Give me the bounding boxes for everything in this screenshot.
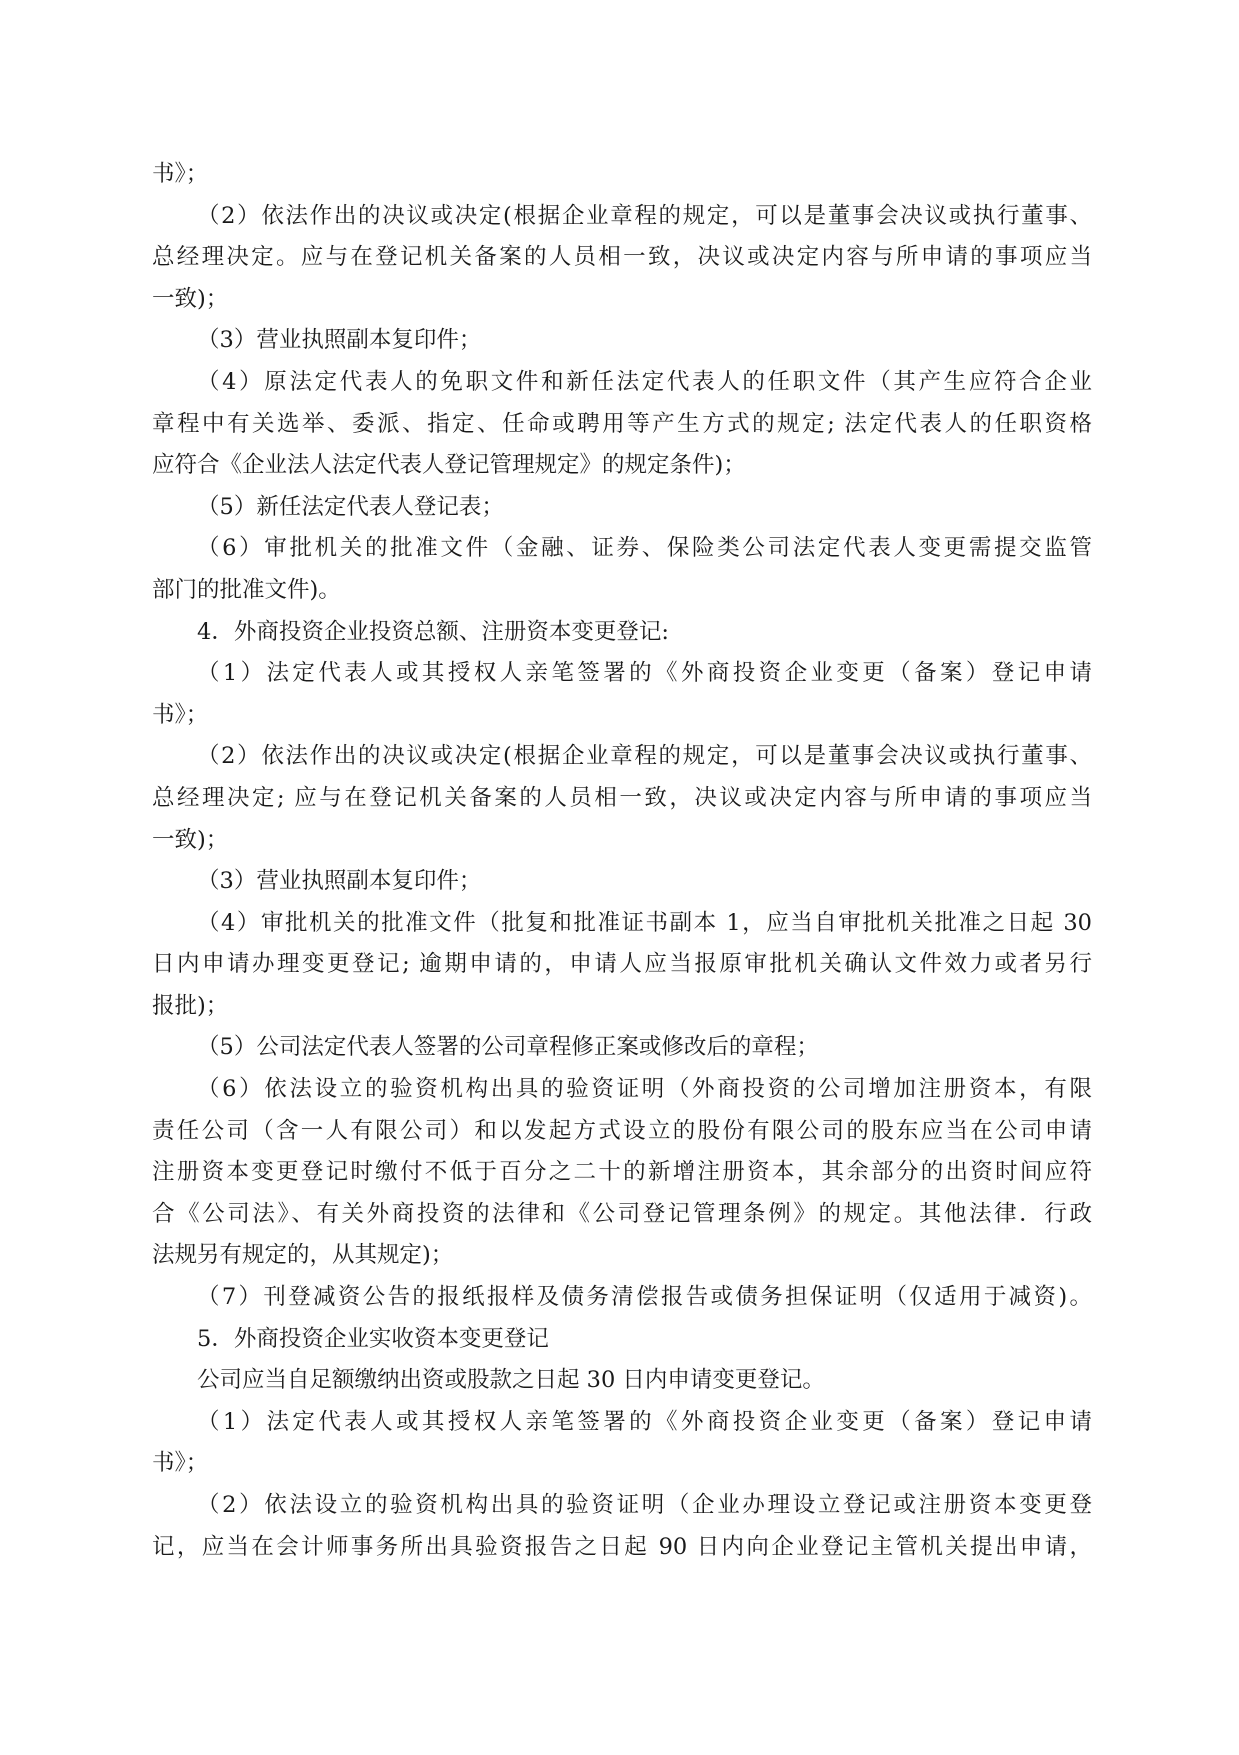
text-line: 责任公司（含一人有限公司）和以发起方式设立的股份有限公司的股东应当在公司申请 bbox=[152, 1117, 1092, 1144]
text-line: 总经理决定。应与在登记机关备案的人员相一致，决议或决定内容与所申请的事项应当 bbox=[152, 244, 1092, 271]
text-line: 总经理决定; 应与在登记机关备案的人员相一致，决议或决定内容与所申请的事项应当 bbox=[152, 784, 1092, 811]
text-line: （3）营业执照副本复印件； bbox=[197, 868, 482, 895]
text-line: （4）审批机关的批准文件（批复和批准证书副本 1，应当自审批机关批准之日起 30 bbox=[197, 909, 1092, 936]
text-line: 法规另有规定的，从其规定)； bbox=[152, 1242, 454, 1269]
document-page bbox=[152, 154, 1092, 1568]
text-line: 书》； bbox=[152, 161, 209, 187]
text-line: （2）依法设立的验资机构出具的验资证明（企业办理设立登记或注册资本变更登 bbox=[197, 1492, 1092, 1518]
text-line: （7）刊登减资公告的报纸报样及债务清偿报告或债务担保证明（仅适用于减资)。 bbox=[197, 1284, 1092, 1311]
text-line: （2）依法作出的决议或决定(根据企业章程的规定，可以是董事会决议或执行董事、 bbox=[197, 202, 1092, 229]
text-line: （5）公司法定代表人签署的公司章程修正案或修改后的章程； bbox=[197, 1034, 819, 1061]
text-line: （1）法定代表人或其授权人亲笔签署的《外商投资企业变更（备案）登记申请 bbox=[197, 660, 1092, 687]
text-line: 书》； bbox=[152, 701, 209, 728]
text-line: （2）依法作出的决议或决定(根据企业章程的规定，可以是董事会决议或执行董事、 bbox=[197, 743, 1092, 770]
text-line: 一致)； bbox=[152, 285, 229, 312]
text-line: 应符合《企业法人法定代表人登记管理规定》的规定条件)； bbox=[152, 452, 746, 479]
text-line: 5．外商投资企业实收资本变更登记 bbox=[197, 1325, 549, 1352]
text-line: 4．外商投资企业投资总额、注册资本变更登记: bbox=[197, 618, 669, 645]
text-line: 章程中有关选举、委派、指定、任命或聘用等产生方式的规定; 法定代表人的任职资格 bbox=[152, 410, 1092, 437]
text-line: 记，应当在会计师事务所出具验资报告之日起 90 日内向企业登记主管机关提出申请， bbox=[152, 1533, 1092, 1560]
text-line: （6）审批机关的批准文件（金融、证券、保险类公司法定代表人变更需提交监管 bbox=[197, 535, 1092, 562]
text-line: 公司应当自足额缴纳出资或股款之日起 30 日内申请变更登记。 bbox=[197, 1367, 825, 1394]
text-line: 注册资本变更登记时缴付不低于百分之二十的新增注册资本，其余部分的出资时间应符 bbox=[152, 1159, 1092, 1186]
text-line: 合《公司法》、有关外商投资的法律和《公司登记管理条例》的规定。其他法律．行政 bbox=[152, 1200, 1092, 1227]
text-line: （4）原法定代表人的免职文件和新任法定代表人的任职文件（其产生应符合企业 bbox=[197, 368, 1092, 395]
text-line: （6）依法设立的验资机构出具的验资证明（外商投资的公司增加注册资本，有限 bbox=[197, 1076, 1092, 1103]
text-line: （5）新任法定代表人登记表； bbox=[197, 493, 504, 520]
text-line: （1）法定代表人或其授权人亲笔签署的《外商投资企业变更（备案）登记申请 bbox=[197, 1408, 1092, 1435]
text-line: （3）营业执照副本复印件； bbox=[197, 327, 482, 354]
text-line: 一致)； bbox=[152, 826, 229, 853]
text-line: 报批)； bbox=[152, 992, 229, 1019]
text-line: 日内申请办理变更登记; 逾期申请的，申请人应当报原审批机关确认文件效力或者另行 bbox=[152, 951, 1092, 978]
text-line: 部门的批准文件)。 bbox=[152, 576, 341, 603]
text-line: 书》； bbox=[152, 1450, 209, 1477]
